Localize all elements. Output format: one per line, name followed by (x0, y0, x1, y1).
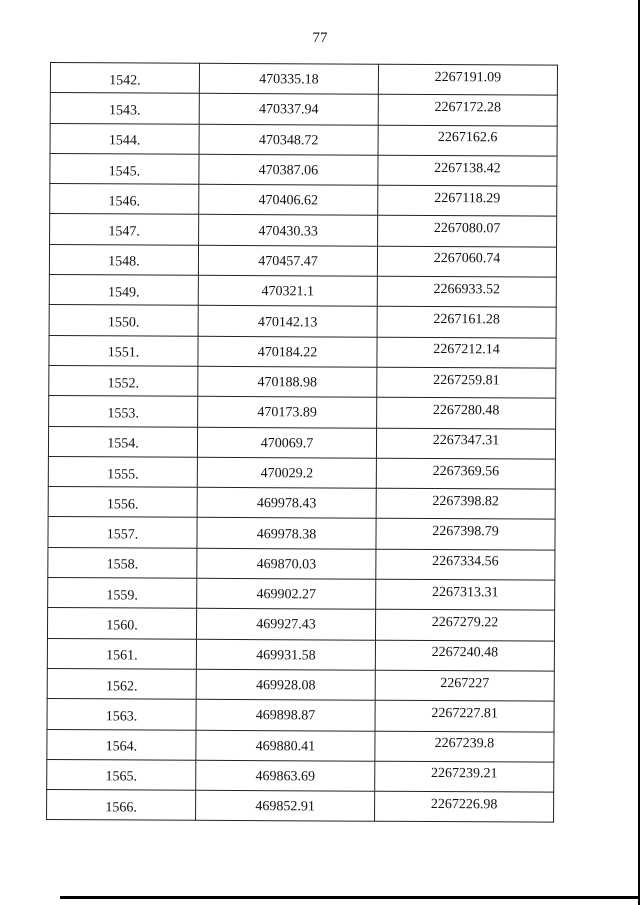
y-coordinate-cell: 2267334.56 (376, 549, 555, 580)
y-coordinate-cell: 2267398.79 (376, 519, 555, 550)
point-number-cell: 1542. (50, 63, 199, 94)
y-coordinate-cell: 2267239.8 (375, 731, 554, 762)
point-number-cell: 1565. (47, 759, 196, 790)
x-coordinate-cell: 469852.91 (196, 790, 375, 821)
y-coordinate-cell: 2267227 (375, 670, 554, 701)
point-number-cell: 1560. (47, 608, 196, 639)
point-number-cell: 1551. (49, 335, 198, 366)
x-coordinate-cell: 470069.7 (197, 427, 376, 458)
point-number-cell: 1546. (50, 184, 199, 215)
x-coordinate-cell: 470457.47 (198, 245, 377, 276)
y-coordinate-cell: 2267212.14 (377, 337, 556, 368)
y-coordinate-cell: 2266933.52 (377, 276, 556, 307)
table-row (49, 396, 556, 429)
point-number-cell: 1545. (50, 153, 199, 184)
y-coordinate-cell: 2267279.22 (375, 610, 554, 641)
table-row (48, 456, 555, 489)
table-row (48, 426, 555, 459)
table-row (50, 184, 557, 217)
table-row (49, 335, 556, 368)
x-coordinate-cell: 469880.41 (196, 730, 375, 761)
x-coordinate-cell: 470430.33 (199, 215, 378, 246)
point-number-cell: 1561. (47, 638, 196, 669)
coordinates-table-body (47, 63, 558, 823)
table-row (49, 244, 556, 277)
scan-edge-bottom (60, 896, 640, 899)
x-coordinate-cell: 469928.08 (196, 669, 375, 700)
x-coordinate-cell: 469902.27 (197, 578, 376, 609)
y-coordinate-cell: 2267080.07 (378, 216, 557, 247)
y-coordinate-cell: 2267398.82 (376, 488, 555, 519)
x-coordinate-cell: 470173.89 (198, 397, 377, 428)
point-number-cell: 1556. (48, 487, 197, 518)
x-coordinate-cell: 470321.1 (198, 275, 377, 306)
x-coordinate-cell: 470348.72 (199, 124, 378, 155)
x-coordinate-cell: 470029.2 (197, 457, 376, 488)
y-coordinate-cell: 2267259.81 (377, 367, 556, 398)
table-row (49, 305, 556, 338)
point-number-cell: 1557. (48, 517, 197, 548)
table-row (49, 275, 556, 308)
coordinates-table-wrapper (46, 62, 556, 823)
y-coordinate-cell: 2267162.6 (378, 125, 557, 156)
x-coordinate-cell: 470387.06 (199, 154, 378, 185)
x-coordinate-cell: 469927.43 (196, 609, 375, 640)
x-coordinate-cell: 469870.03 (197, 548, 376, 579)
y-coordinate-cell: 2267313.31 (376, 579, 555, 610)
table-row (48, 578, 555, 611)
table-row (47, 759, 554, 792)
point-number-cell: 1550. (49, 305, 198, 336)
point-number-cell: 1547. (50, 214, 199, 245)
x-coordinate-cell: 469863.69 (196, 760, 375, 791)
y-coordinate-cell: 2267118.29 (378, 185, 557, 216)
y-coordinate-cell: 2267172.28 (378, 95, 557, 126)
y-coordinate-cell: 2267138.42 (378, 155, 557, 186)
point-number-cell: 1566. (47, 790, 196, 821)
table-row (50, 214, 557, 247)
x-coordinate-cell: 470188.98 (198, 366, 377, 397)
point-number-cell: 1552. (49, 365, 198, 396)
point-number-cell: 1553. (49, 396, 198, 427)
point-number-cell: 1559. (48, 578, 197, 609)
y-coordinate-cell: 2267226.98 (375, 791, 554, 822)
table-row (47, 699, 554, 732)
y-coordinate-cell: 2267060.74 (377, 246, 556, 277)
table-row (50, 93, 557, 126)
point-number-cell: 1544. (50, 123, 199, 154)
table-row (50, 153, 557, 186)
y-coordinate-cell: 2267191.09 (378, 64, 557, 95)
x-coordinate-cell: 469898.87 (196, 700, 375, 731)
table-row (47, 729, 554, 762)
point-number-cell: 1562. (47, 668, 196, 699)
table-row (48, 517, 555, 550)
point-number-cell: 1549. (49, 275, 198, 306)
table-row (50, 123, 557, 156)
table-row (48, 487, 555, 520)
y-coordinate-cell: 2267240.48 (375, 640, 554, 671)
point-number-cell: 1548. (49, 244, 198, 275)
coordinates-table (46, 62, 558, 823)
table-row (47, 638, 554, 671)
x-coordinate-cell: 469978.43 (197, 487, 376, 518)
table-row (48, 547, 555, 580)
point-number-cell: 1558. (48, 547, 197, 578)
point-number-cell: 1554. (48, 426, 197, 457)
page-number: 77 (312, 30, 328, 46)
x-coordinate-cell: 470142.13 (198, 306, 377, 337)
table-row (47, 608, 554, 641)
point-number-cell: 1555. (48, 456, 197, 487)
point-number-cell: 1543. (50, 93, 199, 124)
point-number-cell: 1563. (47, 699, 196, 730)
y-coordinate-cell: 2267280.48 (377, 397, 556, 428)
x-coordinate-cell: 470406.62 (199, 184, 378, 215)
y-coordinate-cell: 2267239.21 (375, 761, 554, 792)
y-coordinate-cell: 2267161.28 (377, 307, 556, 338)
x-coordinate-cell: 470337.94 (199, 94, 378, 125)
y-coordinate-cell: 2267369.56 (376, 458, 555, 489)
table-row (50, 63, 557, 96)
table-row (47, 668, 554, 701)
x-coordinate-cell: 470184.22 (198, 336, 377, 367)
y-coordinate-cell: 2267227.81 (375, 700, 554, 731)
point-number-cell: 1564. (47, 729, 196, 760)
table-row (49, 365, 556, 398)
table-row (47, 790, 554, 823)
x-coordinate-cell: 470335.18 (199, 63, 378, 94)
x-coordinate-cell: 469978.38 (197, 518, 376, 549)
y-coordinate-cell: 2267347.31 (376, 428, 555, 459)
x-coordinate-cell: 469931.58 (196, 639, 375, 670)
